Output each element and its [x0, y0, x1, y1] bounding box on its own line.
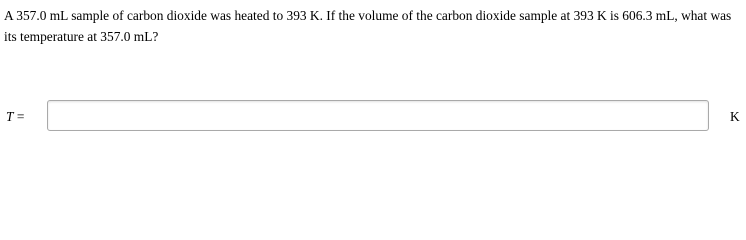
- temperature-variable-label: [6, 109, 24, 125]
- equals-sign: =: [16, 109, 25, 124]
- temperature-answer-input[interactable]: [47, 100, 709, 131]
- variable-symbol: T: [6, 109, 14, 124]
- question-text: A 357.0 mL sample of carbon dioxide was heated to 393 K. If the volume of the carbon dioxide sample at 393 K is 606.3 mL, what was its temperature at 357.0 mL?: [4, 8, 732, 44]
- answer-row: [0, 100, 746, 134]
- unit-label: K: [730, 109, 740, 124]
